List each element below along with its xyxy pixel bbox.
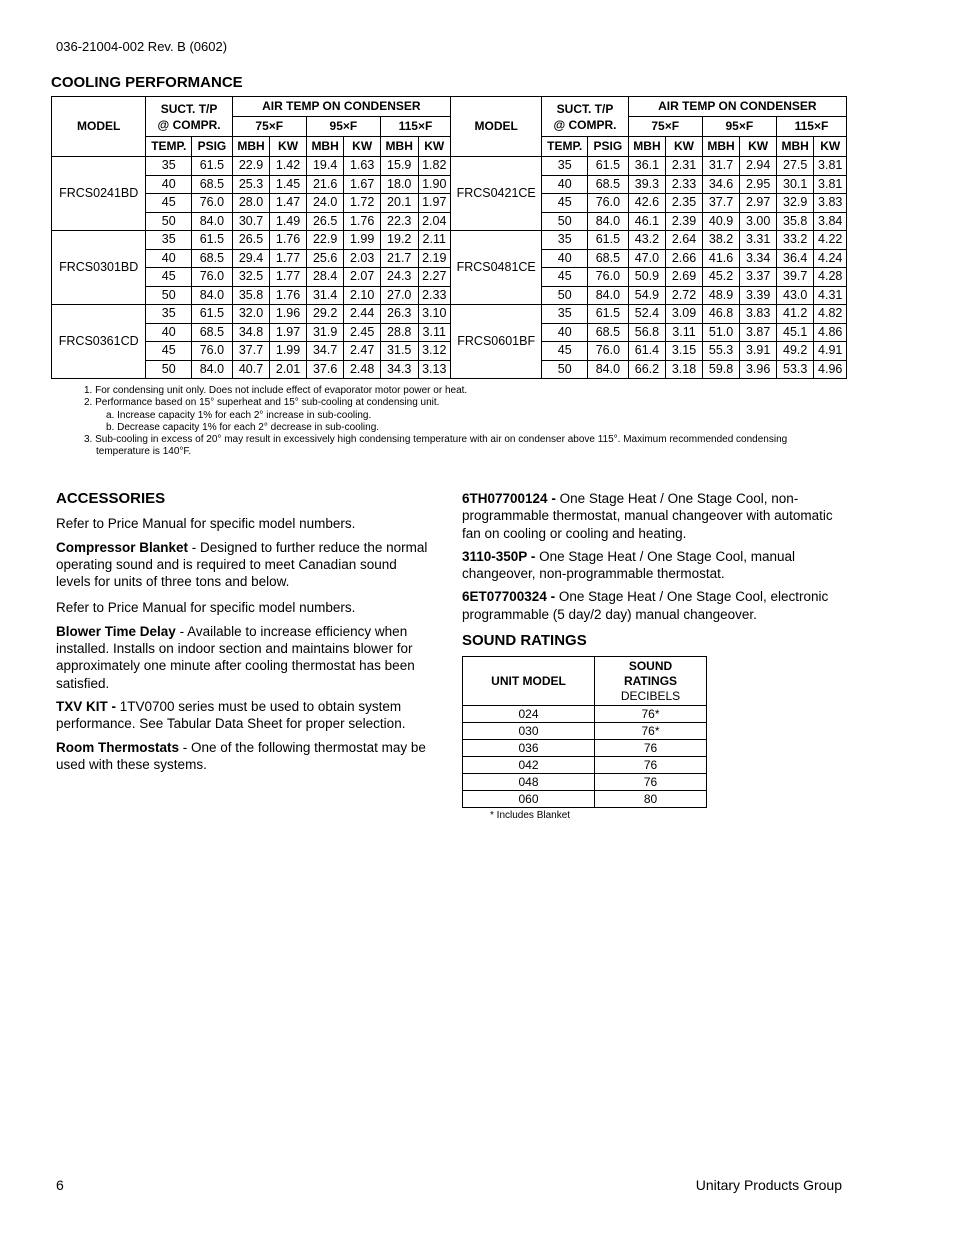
header-air-temp: AIR TEMP ON CONDENSER [628,97,846,117]
table-cell: 46.1 [628,212,666,231]
decibels-cell: 76 [595,740,707,757]
table-cell: 1.99 [344,231,381,250]
table-cell: 42.6 [628,194,666,213]
table-cell: 84.0 [192,212,233,231]
table-cell: 2.07 [344,268,381,287]
table-cell: 47.0 [628,249,666,268]
table-cell: 1.76 [270,231,307,250]
model-cell: FRCS0241BD [52,157,146,231]
table-row [52,175,847,194]
table-cell: 3.31 [740,231,777,250]
header-kw: KW [344,137,381,157]
header-psig: PSIG [588,137,629,157]
table-cell: 2.04 [418,212,450,231]
thermostat-list [462,490,844,629]
header-75f: 75×F [232,117,306,137]
table-cell: 36.4 [776,249,814,268]
table-cell: 3.91 [740,342,777,361]
table-cell: 3.11 [666,323,703,342]
note-2b: b. Decrease capacity 1% for each 2° decrease in sub-cooling. [106,421,380,433]
table-cell: 50 [146,360,192,379]
table-cell: 76.0 [192,268,233,287]
table-cell: 21.6 [306,175,344,194]
table-cell: 22.9 [306,231,344,250]
header-psig: PSIG [192,137,233,157]
table-cell: 45.2 [702,268,740,287]
table-row [52,268,847,287]
table-cell: 1.67 [344,175,381,194]
table-cell: 37.6 [306,360,344,379]
table-cell: 29.4 [232,249,270,268]
header-temp: TEMP. [542,137,588,157]
table-cell: 15.9 [380,157,418,176]
unit-model-cell: 060 [463,791,595,808]
table-cell: 61.5 [192,157,233,176]
table-cell: 84.0 [192,360,233,379]
decibels-cell: 76* [595,723,707,740]
header-suct: SUCT. T/P @ COMPR. [542,97,628,137]
page-number: 6 [56,1177,64,1193]
table-cell: 76.0 [588,194,629,213]
accessories-intro: Refer to Price Manual for specific model numbers. [56,516,356,532]
table-cell: 1.45 [270,175,307,194]
header-115f: 115×F [776,117,846,137]
table-cell: 35.8 [776,212,814,231]
table-cell: 28.8 [380,323,418,342]
table-cell: 1.77 [270,249,307,268]
model-cell: FRCS0361CD [52,305,146,379]
decibels-cell: 76 [595,774,707,791]
table-cell: 32.5 [232,268,270,287]
table-cell: 22.3 [380,212,418,231]
table-cell: 1.42 [270,157,307,176]
model-cell: FRCS0421CE [450,157,541,231]
table-row [52,286,847,305]
table-cell: 61.5 [588,305,629,324]
table-cell: 55.3 [702,342,740,361]
table-cell: 1.63 [344,157,381,176]
header-model: MODEL [52,97,146,157]
table-cell: 1.97 [270,323,307,342]
table-row [52,212,847,231]
note-3: 3. Sub-cooling in excess of 20° may result in excessively high condensing temperature with air on condenser above 115°. Maximum recommended condensing temperature is 140°F. [84,434,788,458]
table-cell: 40 [146,175,192,194]
table-cell: 40 [146,249,192,268]
table-cell: 35.8 [232,286,270,305]
table-cell: 22.9 [232,157,270,176]
table-cell: 34.3 [380,360,418,379]
header-kw: KW [270,137,307,157]
header-model: MODEL [450,97,541,157]
header-mbh: MBH [380,137,418,157]
table-cell: 35 [146,231,192,250]
table-cell: 3.13 [418,360,450,379]
accessories-title: ACCESSORIES [56,490,166,507]
sound-ratings-body [463,706,707,808]
table-cell: 3.15 [666,342,703,361]
table-cell: 2.95 [740,175,777,194]
table-cell: 3.34 [740,249,777,268]
table-cell: 37.7 [232,342,270,361]
sound-ratings-table [462,656,707,808]
table-cell: 4.22 [814,231,847,250]
table-cell: 68.5 [588,323,629,342]
table-cell: 26.3 [380,305,418,324]
table-cell: 1.76 [270,286,307,305]
table-cell: 2.27 [418,268,450,287]
unit-model-cell: 030 [463,723,595,740]
thermostat-item: 6TH07700124 - One Stage Heat / One Stage Cool, non-programmable thermostat, manual changeover with automatic fan on cooling or cooling and heating. [462,491,833,541]
table-cell: 19.2 [380,231,418,250]
model-cell: FRCS0301BD [52,231,146,305]
table-cell: 27.0 [380,286,418,305]
table-cell: 4.96 [814,360,847,379]
table-cell: 1.97 [418,194,450,213]
table-cell: 1.47 [270,194,307,213]
model-cell: FRCS0481CE [450,231,541,305]
table-row [52,323,847,342]
table-cell: 34.8 [232,323,270,342]
table-cell: 3.87 [740,323,777,342]
table-cell: 2.33 [418,286,450,305]
table-cell: 50 [542,286,588,305]
table-cell: 68.5 [192,249,233,268]
table-cell: 2.31 [666,157,703,176]
table-cell: 45 [542,268,588,287]
table-cell: 59.8 [702,360,740,379]
table-cell: 19.4 [306,157,344,176]
table-cell: 3.81 [814,175,847,194]
sound-ratings-title: SOUND RATINGS [462,632,587,649]
table-cell: 3.39 [740,286,777,305]
table-cell: 40.9 [702,212,740,231]
table-cell: 32.0 [232,305,270,324]
table-row [52,360,847,379]
table-cell: 51.0 [702,323,740,342]
header-75f: 75×F [628,117,702,137]
cooling-performance-body [52,157,847,379]
table-cell: 26.5 [306,212,344,231]
table-cell: 39.3 [628,175,666,194]
table-cell: 28.0 [232,194,270,213]
table-cell: 4.82 [814,305,847,324]
table-cell: 40.7 [232,360,270,379]
table-cell: 56.8 [628,323,666,342]
table-cell: 28.4 [306,268,344,287]
header-air-temp: AIR TEMP ON CONDENSER [232,97,450,117]
accessories-section [56,490,434,779]
table-cell: 40 [146,323,192,342]
header-mbh: MBH [232,137,270,157]
table-cell: 34.6 [702,175,740,194]
table-cell: 40 [542,323,588,342]
table-cell: 3.11 [418,323,450,342]
table-cell: 1.72 [344,194,381,213]
table-cell: 25.3 [232,175,270,194]
header-mbh: MBH [306,137,344,157]
table-cell: 76.0 [192,194,233,213]
table-cell: 2.66 [666,249,703,268]
decibels-cell: 76* [595,706,707,723]
table-row [52,342,847,361]
table-cell: 4.24 [814,249,847,268]
table-cell: 2.35 [666,194,703,213]
table-cell: 45 [542,194,588,213]
table-cell: 3.37 [740,268,777,287]
table-cell: 2.03 [344,249,381,268]
accessories-intro-2: Refer to Price Manual for specific model numbers. [56,600,356,616]
table-cell: 4.31 [814,286,847,305]
table-cell: 38.2 [702,231,740,250]
table-cell: 50.9 [628,268,666,287]
table-cell: 3.00 [740,212,777,231]
table-cell: 3.83 [814,194,847,213]
compressor-blanket: Compressor Blanket - Designed to further reduce the normal operating sound and is required to meet Canadian sound levels for units of three tons and below. [56,539,428,590]
table-cell: 27.5 [776,157,814,176]
table-cell: 31.5 [380,342,418,361]
room-thermostats: Room Thermostats - One of the following thermostat may be used with these systems. [56,739,426,772]
table-cell: 53.3 [776,360,814,379]
table-cell: 2.19 [418,249,450,268]
txv-kit: TXV KIT - 1TV0700 series must be used to obtain system performance. See Tabular Data Sheet for proper selection. [56,698,406,732]
table-cell: 54.9 [628,286,666,305]
table-cell: 46.8 [702,305,740,324]
table-row [463,757,707,774]
table-cell: 30.1 [776,175,814,194]
table-cell: 48.9 [702,286,740,305]
table-row [52,194,847,213]
table-row [463,791,707,808]
table-cell: 33.2 [776,231,814,250]
table-cell: 1.99 [270,342,307,361]
header-kw: KW [814,137,847,157]
table-cell: 2.47 [344,342,381,361]
table-cell: 68.5 [192,175,233,194]
cooling-performance-table [51,96,847,379]
table-cell: 61.4 [628,342,666,361]
table-cell: 18.0 [380,175,418,194]
header-kw: KW [666,137,703,157]
table-cell: 1.90 [418,175,450,194]
table-cell: 45 [146,342,192,361]
table-cell: 61.5 [192,231,233,250]
table-cell: 61.5 [588,157,629,176]
model-cell: FRCS0601BF [450,305,541,379]
table-row [52,305,847,324]
table-cell: 45.1 [776,323,814,342]
table-cell: 20.1 [380,194,418,213]
table-cell: 40 [542,249,588,268]
table-cell: 26.5 [232,231,270,250]
table-cell: 21.7 [380,249,418,268]
table-cell: 2.94 [740,157,777,176]
cooling-notes [84,385,844,459]
table-cell: 2.69 [666,268,703,287]
table-cell: 84.0 [192,286,233,305]
table-cell: 76.0 [588,342,629,361]
table-cell: 24.0 [306,194,344,213]
thermostat-item: 6ET07700324 - One Stage Heat / One Stage Cool, electronic programmable (5 day/2 day) manual changeover. [462,589,829,622]
table-cell: 3.84 [814,212,847,231]
table-cell: 76.0 [192,342,233,361]
table-row [52,249,847,268]
table-cell: 4.28 [814,268,847,287]
table-cell: 84.0 [588,286,629,305]
table-cell: 2.10 [344,286,381,305]
table-cell: 24.3 [380,268,418,287]
table-cell: 3.12 [418,342,450,361]
header-95f: 95×F [702,117,776,137]
table-cell: 1.49 [270,212,307,231]
unit-model-cell: 036 [463,740,595,757]
table-cell: 61.5 [192,305,233,324]
table-cell: 52.4 [628,305,666,324]
header-unit-model: UNIT MODEL [463,657,595,706]
table-cell: 2.44 [344,305,381,324]
table-cell: 41.6 [702,249,740,268]
table-cell: 25.6 [306,249,344,268]
table-cell: 84.0 [588,212,629,231]
table-cell: 50 [146,212,192,231]
header-kw: KW [418,137,450,157]
table-cell: 2.01 [270,360,307,379]
table-cell: 1.76 [344,212,381,231]
note-2a: a. Increase capacity 1% for each 2° increase in sub-cooling. [106,409,372,421]
table-cell: 36.1 [628,157,666,176]
table-cell: 2.97 [740,194,777,213]
header-temp: TEMP. [146,137,192,157]
table-cell: 1.82 [418,157,450,176]
unit-model-cell: 048 [463,774,595,791]
table-cell: 50 [542,360,588,379]
decibels-cell: 76 [595,757,707,774]
table-cell: 37.7 [702,194,740,213]
table-cell: 3.81 [814,157,847,176]
table-cell: 84.0 [588,360,629,379]
header-suct: SUCT. T/P @ COMPR. [146,97,232,137]
table-cell: 3.10 [418,305,450,324]
table-cell: 1.77 [270,268,307,287]
note-2: 2. Performance based on 15° superheat and 15° sub-cooling at condensing unit. [84,397,440,409]
table-cell: 3.83 [740,305,777,324]
table-cell: 43.2 [628,231,666,250]
table-cell: 50 [542,212,588,231]
document-number: 036-21004-002 Rev. B (0602) [56,39,228,54]
header-mbh: MBH [776,137,814,157]
table-cell: 68.5 [192,323,233,342]
header-mbh: MBH [702,137,740,157]
table-cell: 3.09 [666,305,703,324]
table-cell: 66.2 [628,360,666,379]
table-cell: 39.7 [776,268,814,287]
table-cell: 2.45 [344,323,381,342]
table-cell: 2.72 [666,286,703,305]
table-cell: 41.2 [776,305,814,324]
header-mbh: MBH [628,137,666,157]
table-cell: 43.0 [776,286,814,305]
table-row [463,723,707,740]
cooling-performance-title: COOLING PERFORMANCE [51,74,243,91]
table-cell: 1.96 [270,305,307,324]
table-cell: 2.39 [666,212,703,231]
table-row [463,774,707,791]
table-cell: 35 [542,305,588,324]
header-kw: KW [740,137,777,157]
table-cell: 45 [146,194,192,213]
table-cell: 31.4 [306,286,344,305]
blower-time-delay: Blower Time Delay - Available to increase efficiency when installed. Installs on indoor section and maintains blower for approximately one minute after cooling thermostat has been satisfied. [56,623,415,691]
table-cell: 31.9 [306,323,344,342]
table-cell: 4.86 [814,323,847,342]
table-cell: 29.2 [306,305,344,324]
table-cell: 4.91 [814,342,847,361]
table-cell: 3.96 [740,360,777,379]
table-cell: 35 [542,231,588,250]
table-cell: 49.2 [776,342,814,361]
table-row [52,231,847,250]
table-cell: 68.5 [588,175,629,194]
header-95f: 95×F [306,117,380,137]
header-115f: 115×F [380,117,450,137]
table-cell: 34.7 [306,342,344,361]
table-cell: 35 [146,157,192,176]
table-cell: 30.7 [232,212,270,231]
table-cell: 2.11 [418,231,450,250]
table-cell: 50 [146,286,192,305]
note-1: 1. For condensing unit only. Does not include effect of evaporator motor power or heat. [84,385,468,396]
table-cell: 2.48 [344,360,381,379]
table-cell: 45 [542,342,588,361]
table-cell: 68.5 [588,249,629,268]
decibels-cell: 80 [595,791,707,808]
table-row [52,157,847,176]
table-cell: 76.0 [588,268,629,287]
table-cell: 35 [542,157,588,176]
unit-model-cell: 042 [463,757,595,774]
table-row [463,706,707,723]
table-cell: 45 [146,268,192,287]
footer-company: Unitary Products Group [695,1177,842,1193]
thermostat-item: 3110-350P - One Stage Heat / One Stage Cool, manual changeover, non-programmable thermostat. [462,548,795,582]
table-cell: 32.9 [776,194,814,213]
sound-footnote: * Includes Blanket [490,810,571,821]
table-cell: 2.33 [666,175,703,194]
table-cell: 31.7 [702,157,740,176]
table-cell: 61.5 [588,231,629,250]
table-cell: 35 [146,305,192,324]
unit-model-cell: 024 [463,706,595,723]
table-cell: 2.64 [666,231,703,250]
table-row [463,740,707,757]
header-sound-ratings: SOUND RATINGS DECIBELS [595,657,707,706]
table-cell: 3.18 [666,360,703,379]
table-cell: 40 [542,175,588,194]
